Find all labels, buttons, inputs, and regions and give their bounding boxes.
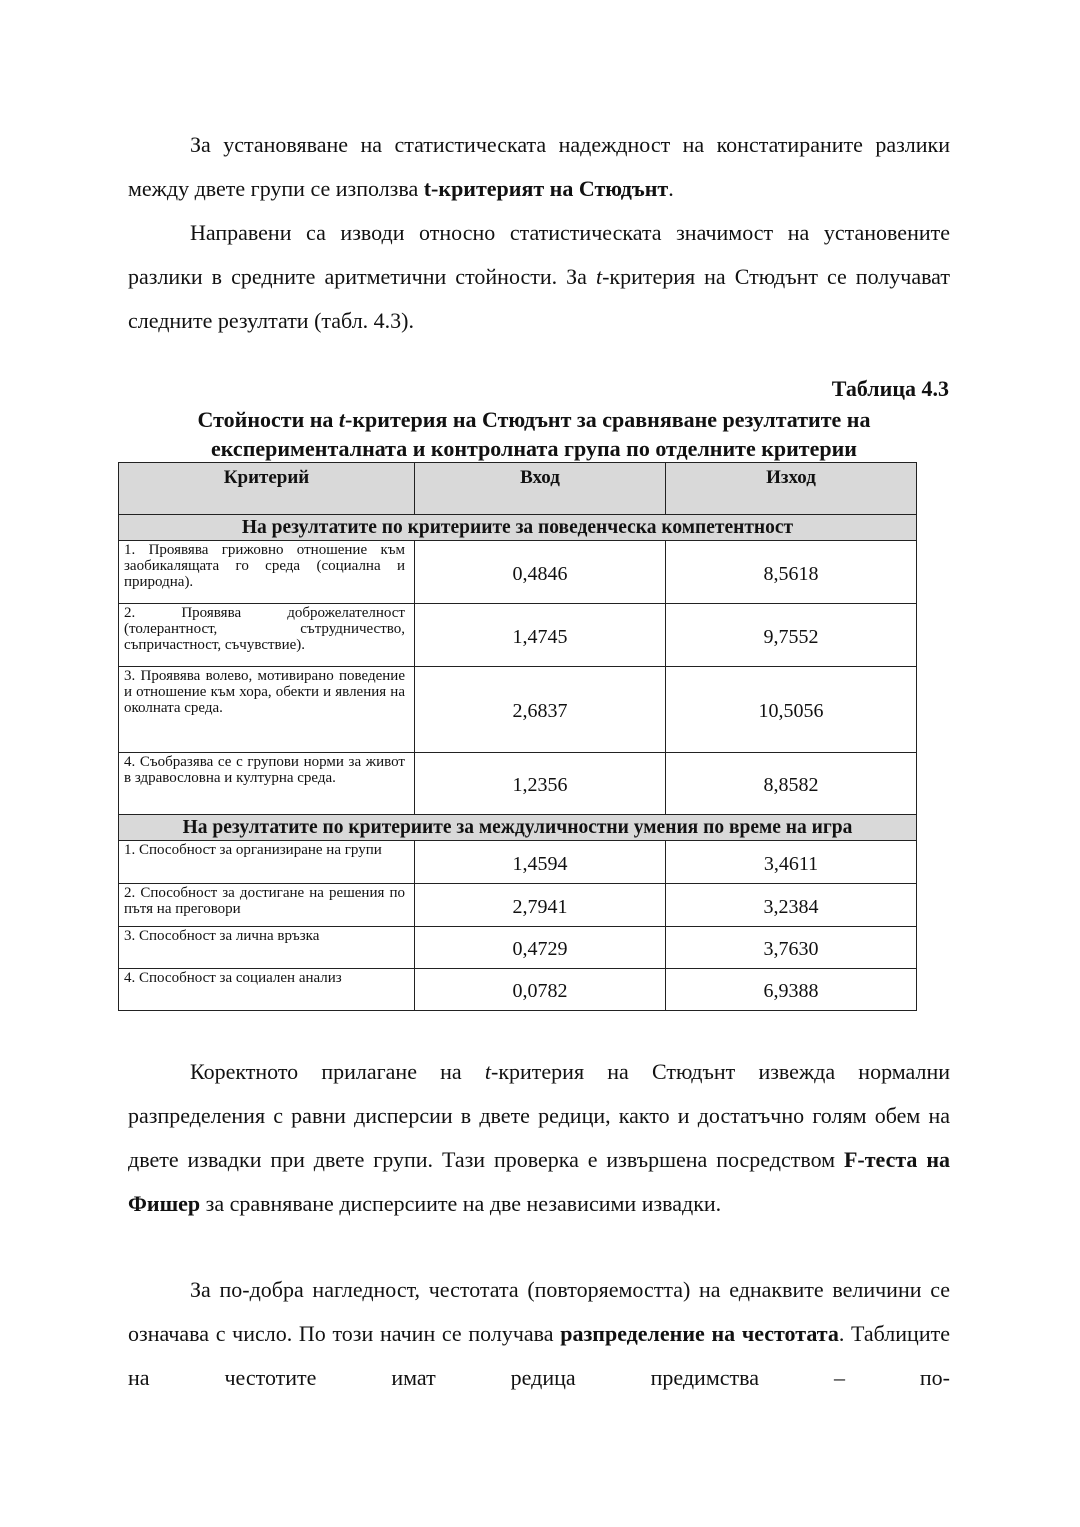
header-criterion: Критерий [119, 463, 415, 515]
table-row [119, 753, 917, 815]
criterion-cell: 3. Проявява волево, мотивирано поведение и отношение към хора, обекти и явления на околната среда. [119, 667, 415, 753]
text: За установяване на статистическата надеждност на констатираните разлики между двете групи се използва [128, 132, 950, 201]
section-title: На резултатите по критериите за междуличностни умения по време на игра [119, 815, 917, 841]
output-cell: 3,7630 [666, 927, 917, 969]
text: -критерия на Стюдънт за сравняване резултатите на експерименталната и контролната група по отделните критерии [211, 407, 871, 461]
table-row [119, 667, 917, 753]
table-header-row [119, 463, 917, 515]
table-row [119, 841, 917, 884]
output-cell: 9,7552 [666, 604, 917, 667]
paragraph-frequency [128, 1268, 950, 1400]
criterion-cell: 4. Съобразява се с групови норми за живот в здравословна и културна среда. [119, 753, 415, 815]
text: Коректното прилагане на [190, 1059, 485, 1084]
bold-term: t-критерият на Стюдънт [423, 176, 669, 201]
criterion-cell: 3. Способност за лична връзка [119, 927, 415, 969]
output-cell: 6,9388 [666, 969, 917, 1011]
table-row [119, 969, 917, 1011]
section-row [119, 515, 917, 541]
italic-t: t [595, 264, 603, 289]
table-row [119, 604, 917, 667]
output-cell: 3,4611 [666, 841, 917, 884]
input-cell: 0,4846 [415, 541, 666, 604]
text: . [668, 176, 674, 201]
header-input: Вход [415, 463, 666, 515]
table-row [119, 927, 917, 969]
paragraph-f-test [128, 1050, 950, 1226]
input-cell: 0,0782 [415, 969, 666, 1011]
criterion-cell: 2. Проявява доброжелателност (толерантност, сътрудничество, съпричастност, съчувствие). [119, 604, 415, 667]
paragraph-conclusions [128, 211, 950, 343]
input-cell: 2,6837 [415, 667, 666, 753]
table-caption [118, 405, 950, 463]
table-row [119, 884, 917, 927]
table-row [119, 541, 917, 604]
output-cell: 10,5056 [666, 667, 917, 753]
criterion-cell: 1. Способност за организиране на групи [119, 841, 415, 884]
table-number: Таблица 4.3 [831, 376, 949, 401]
input-cell: 1,4594 [415, 841, 666, 884]
input-cell: 1,2356 [415, 753, 666, 815]
bold-term: разпределение на честотата [560, 1321, 839, 1346]
bold-term: F-теста на Фишер [128, 1147, 950, 1216]
output-cell: 8,8582 [666, 753, 917, 815]
output-cell: 3,2384 [666, 884, 917, 927]
text: За по-добра нагледност, честотата (повторяемостта) на еднаквите величини се означава с число. По този начин се получава [128, 1277, 950, 1346]
text: за сравняване дисперсиите на две независими извадки. [200, 1191, 722, 1216]
text: -критерия на Стюдънт извежда нормални разпределения с равни дисперсии в двете редици, както и достатъчно голям обем на двете извадки при двете групи. Тази проверка е извършена посредством [128, 1059, 950, 1172]
criterion-cell: 1. Проявява грижовно отношение към заобикалящата го среда (социална и природна). [119, 541, 415, 604]
section-row [119, 815, 917, 841]
output-cell: 8,5618 [666, 541, 917, 604]
text: . Таблиците на честотите имат редица предимства – по- [128, 1321, 950, 1390]
text: Направени са изводи относно статистическата значимост на установените разлики в средните аритметични стойности. За [128, 220, 950, 289]
criterion-cell: 4. Способност за социален анализ [119, 969, 415, 1011]
italic-t: t [484, 1059, 492, 1084]
section-title: На резултатите по критериите за поведенческа компетентност [119, 515, 917, 541]
header-output: Изход [666, 463, 917, 515]
text: -критерия на Стюдънт се получават следните резултати (табл. 4.3). [128, 264, 950, 333]
input-cell: 0,4729 [415, 927, 666, 969]
input-cell: 1,4745 [415, 604, 666, 667]
italic-t: t [338, 407, 346, 432]
input-cell: 2,7941 [415, 884, 666, 927]
criterion-cell: 2. Способност за достигане на решения по пътя на преговори [119, 884, 415, 927]
paragraph-student-test-intro [128, 123, 950, 211]
results-table [118, 462, 917, 1011]
text: Стойности на [197, 407, 339, 432]
